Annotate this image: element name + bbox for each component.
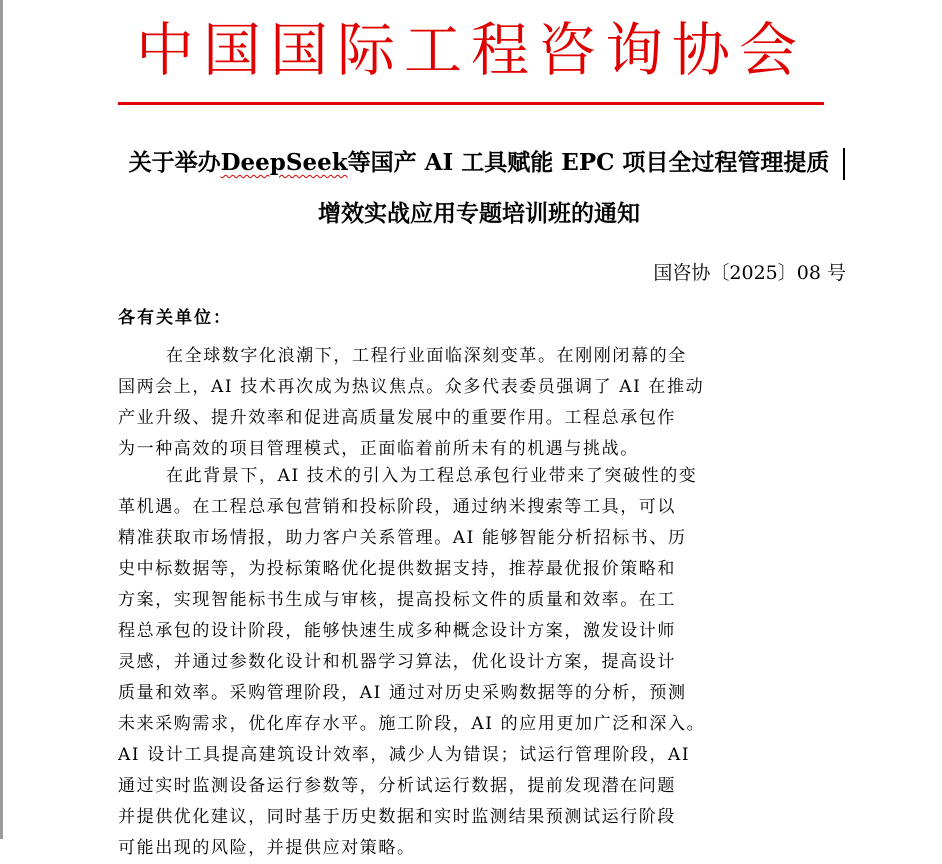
title-prefix: 关于举办 bbox=[128, 149, 221, 176]
body-paragraph-2[interactable] bbox=[118, 461, 848, 864]
org-masthead: 中国国际工程咨询协会 bbox=[135, 16, 806, 84]
paragraph-line: 在此背景下，AI 技术的引入为工程总承包行业带来了突破性的变 bbox=[166, 466, 698, 486]
paragraph-line: 通过实时监测设备运行参数等，分析试运行数据，提前发现潜在问题 bbox=[118, 776, 676, 796]
paragraph-line: 产业升级、提升效率和促进高质量发展中的重要作用。工程总承包作 bbox=[118, 408, 676, 428]
paragraph-line: 方案，实现智能标书生成与审核，提高投标文件的质量和效率。在工 bbox=[118, 590, 676, 610]
paragraph-line: 并提供优化建议，同时基于历史数据和实时监测结果预测试运行阶段 bbox=[118, 807, 676, 827]
paragraph-line: 程总承包的设计阶段，能够快速生成多种概念设计方案，激发设计师 bbox=[118, 621, 676, 641]
notice-title-line-2[interactable]: 增效实战应用专题培训班的通知 bbox=[318, 200, 640, 227]
notice-title-line-1[interactable] bbox=[90, 148, 868, 178]
paragraph-line: 可能出现的风险，并提供应对策略。 bbox=[118, 838, 416, 858]
text-cursor bbox=[843, 148, 845, 180]
body-paragraph-1[interactable] bbox=[118, 341, 848, 465]
paragraph-line: 史中标数据等，为投标策略优化提供数据支持，推荐最优报价策略和 bbox=[118, 559, 676, 579]
paragraph-line: 国两会上，AI 技术再次成为热议焦点。众多代表委员强调了 AI 在推动 bbox=[118, 377, 705, 397]
paragraph-line: 质量和效率。采购管理阶段，AI 通过对历史采购数据等的分析，预测 bbox=[118, 683, 687, 703]
paragraph-line: 在全球数字化浪潮下，工程行业面临深刻变革。在刚刚闭幕的全 bbox=[166, 346, 687, 366]
page-left-edge bbox=[0, 0, 3, 839]
paragraph-line: 未来采购需求，优化库存水平。施工阶段，AI 的应用更加广泛和深入。 bbox=[118, 714, 706, 734]
paragraph-line: 革机遇。在工程总承包营销和投标阶段，通过纳米搜索等工具，可以 bbox=[118, 497, 676, 517]
title-suffix: 等国产 AI 工具赋能 EPC 项目全过程管理提质 bbox=[347, 149, 830, 176]
document-number[interactable]: 国咨协〔2025〕08 号 bbox=[653, 262, 846, 284]
spellcheck-flagged-word[interactable]: DeepSeek bbox=[220, 149, 348, 176]
paragraph-line: AI 设计工具提高建筑设计效率，减少人为错误；试运行管理阶段，AI bbox=[118, 745, 691, 765]
header-divider bbox=[118, 102, 824, 105]
paragraph-line: 精准获取市场情报，助力客户关系管理。AI 能够智能分析招标书、历 bbox=[118, 528, 687, 548]
paragraph-line: 为一种高效的项目管理模式，正面临着前所未有的机遇与挑战。 bbox=[118, 439, 639, 459]
salutation[interactable]: 各有关单位： bbox=[118, 308, 232, 328]
paragraph-line: 灵感，并通过参数化设计和机器学习算法，优化设计方案，提高设计 bbox=[118, 652, 676, 672]
